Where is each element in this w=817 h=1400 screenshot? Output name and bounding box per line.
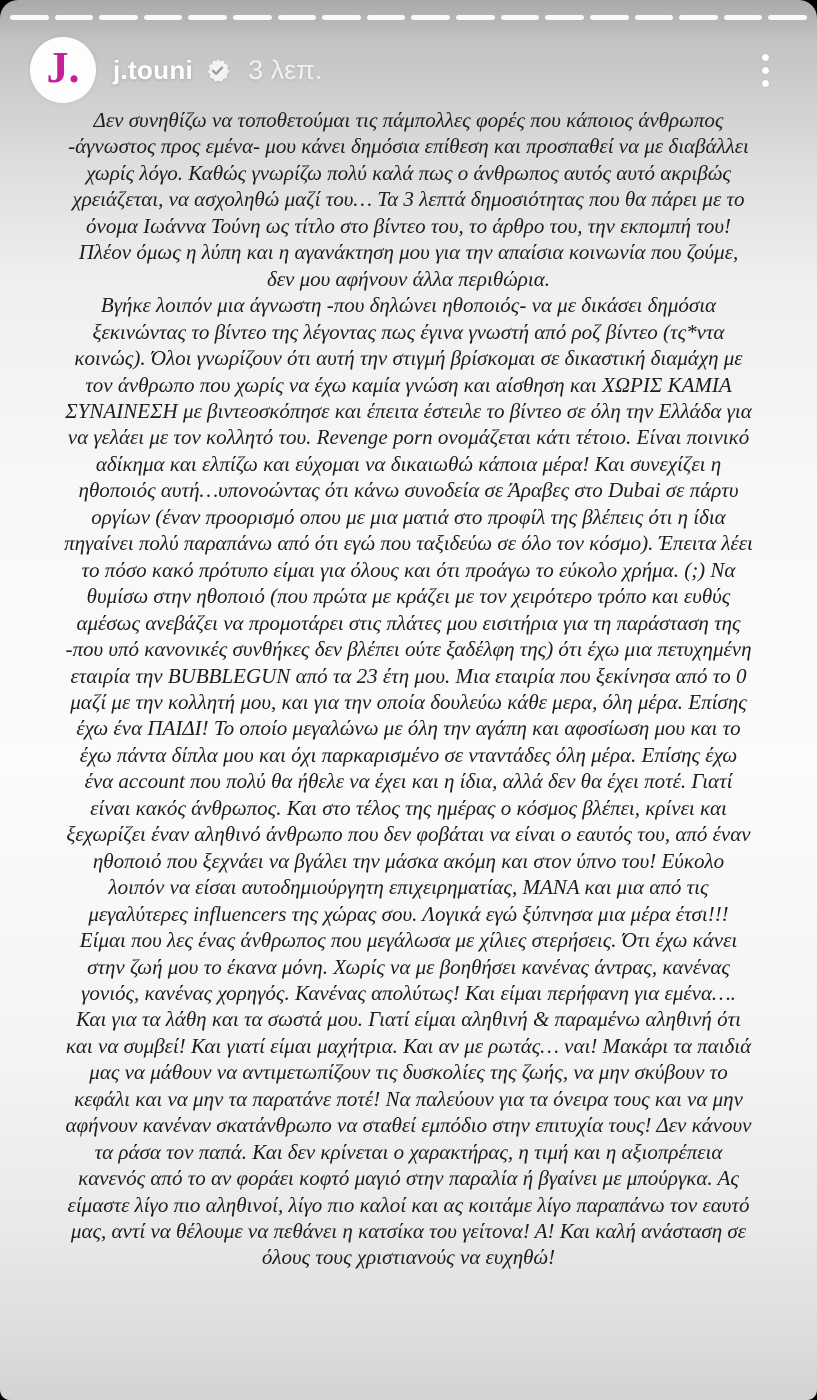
story-text-line: μας, αντί να θέλουμε να πεθάνει η κατσίκα του γείτονα! Α! Και καλή ανάσταση σε bbox=[70, 1219, 747, 1244]
story-text-line: να γελάει με τον κολλητό του. Revenge porn ονομάζεται κάτι τέτοιο. Είναι ποινικό bbox=[67, 425, 750, 450]
username[interactable]: j.touni bbox=[113, 54, 194, 85]
story-text-line: πηγαίνει πολύ παραπάνω από ότι εγώ που ταξιδεύω σε όλο τον κόσμο). Έπειτα λέει bbox=[64, 531, 753, 556]
story-text-line: είναι κακός άνθρωπος. Και στο τέλος της ημέρας ο κόσμος βλέπει, κρίνει και bbox=[90, 795, 727, 820]
progress-segment bbox=[322, 15, 361, 20]
progress-segment bbox=[545, 15, 584, 20]
menu-dot bbox=[762, 67, 769, 74]
progress-segment bbox=[278, 15, 317, 20]
story-text-line: κοινώς). Όλοι γνωρίζουν ότι αυτή την στιγμή βρίσκομαι σε δικαστική διαμάχη με bbox=[74, 346, 743, 371]
story-text-line: λοιπόν να είσαι αυτοδημιούργητη επιχειρηματίας, ΜΑΝΑ και μια από τις bbox=[108, 875, 709, 900]
story-text-line: αφήνουν κανέναν σκατάνθρωπο να σταθεί εμπόδιο στην επιτυχία τους! Δεν κάνουν bbox=[65, 1113, 752, 1138]
menu-dot bbox=[762, 54, 769, 61]
story-text-line: το πόσο κακό πρότυπο είμαι για όλους και ότι προάγω το εύκολο χρήμα. (;) Να bbox=[81, 557, 736, 582]
story-text-line: αδίκημα και ελπίζω και εύχομαι να δικαιωθώ κάποια μέρα! Και συνεχίζει η bbox=[95, 451, 722, 476]
story-progress-bar bbox=[10, 15, 807, 20]
progress-segment bbox=[188, 15, 227, 20]
story-text-line: Βγήκε λοιπόν μια άγνωστη -που δηλώνει ηθοποιός- να με δικάσει δημόσια bbox=[100, 293, 717, 318]
story-text-line: χωρίς λόγο. Καθώς γνωρίζω πολύ καλά πως ο άνθρωπος αυτός αυτό ακριβώς bbox=[86, 160, 731, 185]
story-text-line: έχω ένα ΠΑΙΔΙ! Το οποίο μεγαλώνω με όλη την αγάπη και αφοσίωση μου και το bbox=[76, 716, 741, 741]
story-text-line: αμέσως ανεβάζει να προμοτάρει στις πλάτες μου εισιτήρια για τη παράσταση της bbox=[76, 610, 741, 635]
story-text bbox=[44, 107, 774, 1271]
progress-segment bbox=[768, 15, 807, 20]
story-text-line: -άγνωστος προς εμένα- μου κάνει δημόσια επίθεση και προσπαθεί να με διαβάλλει bbox=[68, 134, 749, 159]
story-text-line: ηθοποιός αυτή…υπονοώντας ότι κάνω συνοδεία σε Άραβες στο Dubai σε πάρτυ bbox=[78, 478, 739, 503]
verified-badge-icon bbox=[205, 58, 230, 83]
avatar[interactable] bbox=[30, 37, 96, 103]
progress-segment bbox=[233, 15, 272, 20]
story-text-line: μεγαλύτερες influencers της χώρας σου. Λογικά εγώ ξύπνησα μια μέρα έτσι!!! bbox=[88, 901, 729, 926]
progress-segment bbox=[590, 15, 629, 20]
story-text-line: έχω πάντα δίπλα μου και όχι παρκαρισμένο σε νταντάδες όλη μέρα. Επίσης έχω bbox=[79, 742, 738, 767]
story-text-line: Και για τα λάθη και τα σωστά μου. Γιατί είμαι αληθινή & παραμένω αληθινή ότι bbox=[76, 1007, 741, 1032]
timestamp: 3 λεπ. bbox=[248, 54, 323, 85]
progress-segment bbox=[411, 15, 450, 20]
story-text-line: γονιός, κανένας χορηγός. Κανένας απολύτως! Και είμαι περήφανη για εμένα…. bbox=[81, 980, 736, 1005]
story-text-line: κεφάλι και να μην τα παρατάνε ποτέ! Να παλεύουν για τα όνειρα τους και να μην bbox=[74, 1086, 743, 1111]
story-text-line: -που υπό κανονικές συνθήκες δεν βλέπει ούτε ξαδέλφη της) ότι έχω μια πετυχημένη bbox=[65, 637, 752, 662]
story-text-line: ηθοποιό που ξεχνάει να βγάλει την μάσκα ακόμη και στον ύπνο του! Εύκολο bbox=[92, 848, 725, 873]
story-text-line: μαζί με την κολλητή μου, και για την οποία δουλεύω κάθε μερα, όλη μέρα. Επίσης bbox=[70, 689, 747, 714]
progress-segment bbox=[635, 15, 674, 20]
story-text-line: οργίων (έναν προορισμό οπου με μια ματιά στο προφίλ της βλέπεις ότι η ίδια bbox=[91, 504, 726, 529]
story-text-line: θυμίσω στην ηθοποιό (που πρώτα με κράζει με τον χειρότερο τρόπο και ευθύς bbox=[86, 584, 731, 609]
story-text-line: είμαστε λίγο πιο αληθινοί, λίγο πιο καλοί και ας κοιτάμε λίγο παραπάνω τον εαυτό bbox=[67, 1192, 750, 1217]
story-text-line: Πλέον όμως η λύπη και η αγανάκτηση μου για την απαίσια κοινωνία που ζούμε, bbox=[78, 240, 739, 265]
more-options-icon[interactable] bbox=[754, 50, 777, 91]
progress-segment bbox=[367, 15, 406, 20]
story-text-line: τον άνθρωπο που χωρίς να έχω καμία γνώση και αίσθηση και ΧΩΡΙΣ ΚΑΜΙΑ bbox=[85, 372, 732, 397]
story-text-line: κανενός από το αν φοράει κοφτό μαγιό στην παραλία ή βγαίνει με μπούργκα. Ας bbox=[78, 1166, 739, 1191]
story-text-line: ξεχωρίζει έναν αληθινό άνθρωπο που δεν φοβάται να είναι ο εαυτός του, από έναν bbox=[66, 822, 751, 847]
progress-segment bbox=[55, 15, 94, 20]
story-text-line: μας να μάθουν να αντιμετωπίζουν τις δυσκολίες της ζωής, να μην σκύβουν το bbox=[89, 1060, 728, 1085]
progress-segment bbox=[501, 15, 540, 20]
progress-segment bbox=[10, 15, 49, 20]
story-text-line: δεν μου αφήνουν άλλα περιθώρια. bbox=[267, 266, 550, 291]
story-text-line: Δεν συνηθίζω να τοποθετούμαι τις πάμπολλες φορές που κάποιος άνθρωπος bbox=[93, 108, 724, 132]
progress-segment bbox=[144, 15, 183, 20]
story-text-line: ΣΥΝΑΙΝΕΣΗ με βιντεοσκόπησε και έπειτα έστειλε το βίντεο σε όλη την Ελλάδα για bbox=[65, 398, 752, 423]
story-text-line: ξεκινώντας το βίντεο της λέγοντας πως έγινα γνωστή από ροζ βίντεο (τς*ντα bbox=[92, 319, 725, 344]
story-text-line: όλους τους χριστιανούς να ευχηθώ! bbox=[261, 1245, 556, 1270]
story-text-line: όνομα Ιωάννα Τούνη ως τίτλο στο βίντεο του, το άρθρο του, την εκπομπή του! bbox=[86, 213, 731, 238]
progress-segment bbox=[456, 15, 495, 20]
story-text-line: χρειάζεται, να ασχοληθώ μαζί του… Τα 3 λεπτά δημοσιότητας που θα πάρει με το bbox=[72, 187, 745, 212]
story-text-line: στην ζωή μου το έκανα μόνη. Χωρίς να με βοηθήσει κανένας άντρας, κανένας bbox=[87, 954, 730, 979]
story-text-line: τα ράσα τον παπά. Και δεν κρίνεται ο χαρακτήρας, η τιμή και η αξιοπρέπεια bbox=[94, 1139, 723, 1164]
progress-segment bbox=[679, 15, 718, 20]
story-text-line: ένα account που πολύ θα ήθελε να έχει και η ίδια, αλλά δεν θα έχει ποτέ. Γιατί bbox=[84, 769, 733, 794]
avatar-letter: J. bbox=[46, 43, 80, 92]
story-text-line: Είμαι που λες ένας άνθρωπος που μεγάλωσα με χίλιες στερήσεις. Ότι έχω κάνει bbox=[79, 928, 738, 953]
story-text-line: εταιρία την BUBBLEGUN από τα 23 έτη μου. Μια εταιρία που ξεκίνησα από το 0 bbox=[70, 663, 747, 688]
story-text-line: και να συμβεί! Και γιατί είμαι μαχήτρια. Και αν με ρωτάς… ναι! Μακάρι τα παιδιά bbox=[65, 1033, 752, 1058]
progress-segment bbox=[99, 15, 138, 20]
menu-dot bbox=[762, 80, 769, 87]
progress-segment bbox=[724, 15, 763, 20]
story-header bbox=[30, 36, 777, 104]
